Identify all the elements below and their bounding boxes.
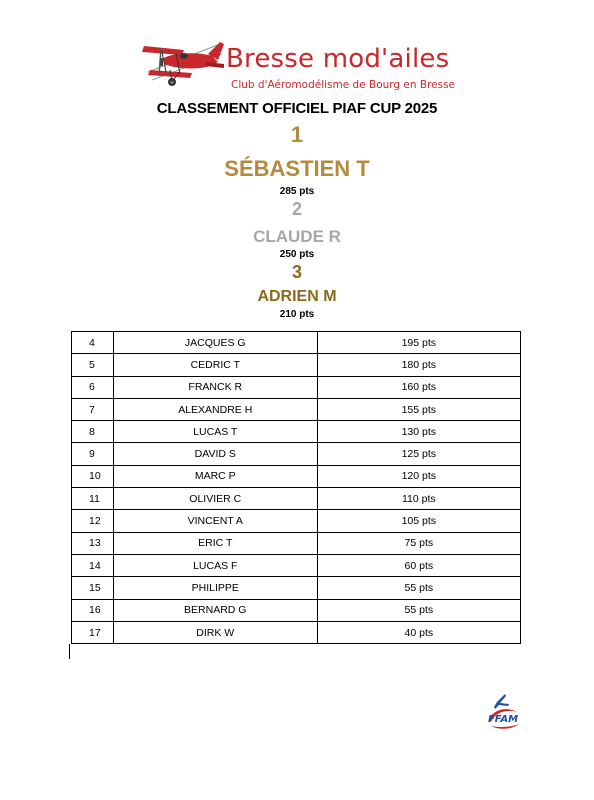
rank-cell: 11 xyxy=(72,488,114,510)
name-cell: ERIC T xyxy=(113,532,317,554)
points-cell: 130 pts xyxy=(317,421,520,443)
table-row xyxy=(72,398,521,420)
table-row xyxy=(72,465,521,487)
name-cell: PHILIPPE xyxy=(113,577,317,599)
rank-cell: 7 xyxy=(72,398,114,420)
name-cell: OLIVIER C xyxy=(113,488,317,510)
results-body xyxy=(72,332,521,644)
table-row xyxy=(72,599,521,621)
name-cell: LUCAS T xyxy=(113,421,317,443)
rank-cell: 17 xyxy=(72,621,114,643)
points-cell: 160 pts xyxy=(317,376,520,398)
table-row xyxy=(72,376,521,398)
name-cell: CEDRIC T xyxy=(113,354,317,376)
rank-cell: 13 xyxy=(72,532,114,554)
name-cell: LUCAS F xyxy=(113,554,317,576)
points-cell: 40 pts xyxy=(317,621,520,643)
rank-cell: 6 xyxy=(72,376,114,398)
name-cell: DAVID S xyxy=(113,443,317,465)
rank-cell: 9 xyxy=(72,443,114,465)
rank-cell: 4 xyxy=(72,332,114,354)
name-cell: BERNARD G xyxy=(113,599,317,621)
ffam-logo-text: FFAM xyxy=(487,714,519,725)
points-cell: 155 pts xyxy=(317,398,520,420)
results-table xyxy=(71,331,521,644)
document-title: CLASSEMENT OFFICIEL PIAF CUP 2025 xyxy=(156,100,438,117)
club-logo xyxy=(140,32,470,94)
points-cell: 180 pts xyxy=(317,354,520,376)
points-cell: 110 pts xyxy=(317,488,520,510)
name-cell: FRANCK R xyxy=(113,376,317,398)
name-cell: ALEXANDRE H xyxy=(113,398,317,420)
podium-points-3: 210 pts xyxy=(279,309,315,320)
name-cell: VINCENT A xyxy=(113,510,317,532)
table-row xyxy=(72,421,521,443)
podium-points-1: 285 pts xyxy=(279,186,315,197)
podium-rank-3: 3 xyxy=(291,262,302,282)
table-row xyxy=(72,488,521,510)
name-cell: MARC P xyxy=(113,465,317,487)
table-row xyxy=(72,532,521,554)
text-cursor[interactable] xyxy=(69,644,70,659)
table-row xyxy=(72,354,521,376)
table-row xyxy=(72,443,521,465)
rank-cell: 10 xyxy=(72,465,114,487)
rank-cell: 14 xyxy=(72,554,114,576)
podium-rank-1: 1 xyxy=(290,122,304,147)
table-row xyxy=(72,621,521,643)
rank-cell: 5 xyxy=(72,354,114,376)
name-cell: JACQUES G xyxy=(113,332,317,354)
podium-name-1: SÉBASTIEN T xyxy=(224,156,370,181)
rank-cell: 16 xyxy=(72,599,114,621)
points-cell: 120 pts xyxy=(317,465,520,487)
club-name: Bresse mod'ailes xyxy=(226,44,450,74)
table-row xyxy=(72,332,521,354)
points-cell: 60 pts xyxy=(317,554,520,576)
ffam-logo-icon xyxy=(483,692,523,732)
points-cell: 55 pts xyxy=(317,577,520,599)
podium-rank-2: 2 xyxy=(291,199,302,219)
points-cell: 75 pts xyxy=(317,532,520,554)
points-cell: 55 pts xyxy=(317,599,520,621)
rank-cell: 8 xyxy=(72,421,114,443)
name-cell: DIRK W xyxy=(113,621,317,643)
table-row xyxy=(72,577,521,599)
rank-cell: 12 xyxy=(72,510,114,532)
biplane-logo-icon xyxy=(140,32,226,90)
rank-cell: 15 xyxy=(72,577,114,599)
table-row xyxy=(72,554,521,576)
podium-name-3: ADRIEN M xyxy=(257,288,337,305)
points-cell: 195 pts xyxy=(317,332,520,354)
club-subtitle: Club d'Aéromodélisme de Bourg en Bresse xyxy=(231,79,456,91)
points-cell: 125 pts xyxy=(317,443,520,465)
podium-points-2: 250 pts xyxy=(279,249,315,260)
table-row xyxy=(72,510,521,532)
points-cell: 105 pts xyxy=(317,510,520,532)
podium-name-2: CLAUDE R xyxy=(253,227,341,246)
